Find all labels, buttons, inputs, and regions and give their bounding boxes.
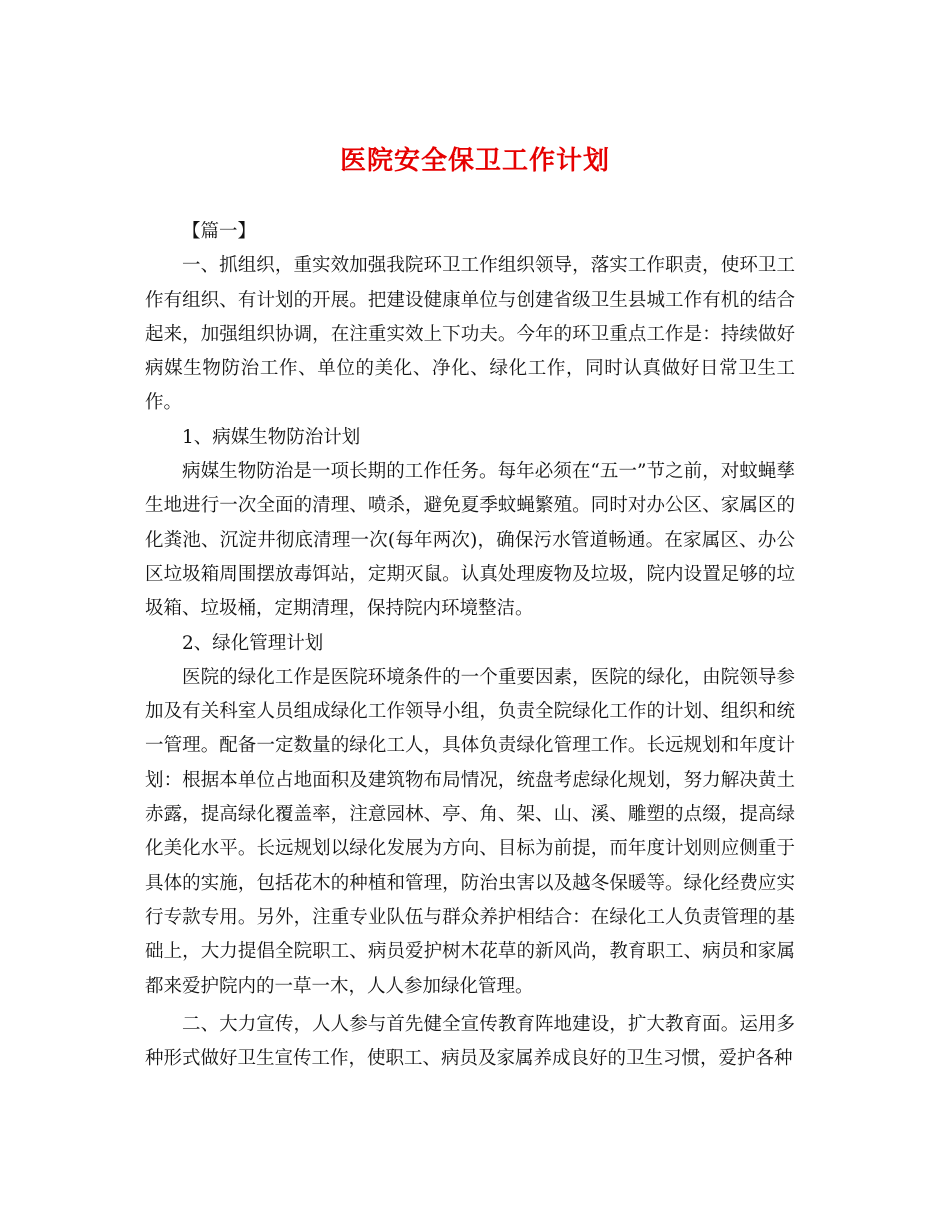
document-title: 医院安全保卫工作计划 xyxy=(339,146,610,176)
document-body xyxy=(145,215,795,1076)
subsection-heading: 2、绿化管理计划 xyxy=(182,632,324,654)
body-paragraph: 二、大力宣传，人人参与首先健全宣传教育阵地建设，扩大教育面。运用多种形式做好卫生宣传工作，使职工、病员及家属养成良好的卫生习惯，爱护各种 xyxy=(145,1013,795,1070)
subsection-heading: 1、病媒生物防治计划 xyxy=(182,426,361,448)
body-paragraph: 医院的绿化工作是医院环境条件的一个重要因素，医院的绿化，由院领导参加及有关科室人员组成绿化工作领导小组，负责全院绿化工作的计划、组织和统一管理。配备一定数量的绿化工人，具体负责绿化管理工作。长远规划和年度计划：根据本单位占地面积及建筑物布局情况，统盘考虑绿化规划，努力解决黄土赤露，提高绿化覆盖率，注意园林、亭、角、架、山、溪、雕塑的点缀，提高绿化美化水平。长远规划以绿化发展为方向、目标为前提，而年度计划则应侧重于具体的实施，包括花木的种植和管理，防治虫害以及越冬保暖等。绿化经费应实行专款专用。另外，注重专业队伍与群众养护相结合：在绿化工人负责管理的基础上，大力提倡全院职工、病员爱护树木花草的新风尚，教育职工、病员和家属都来爱护院内的一草一木，人人参加绿化管理。 xyxy=(145,666,795,997)
section-heading: 【篇一】 xyxy=(182,221,257,242)
body-paragraph: 一、抓组织，重实效加强我院环卫工作组织领导，落实工作职责，使环卫工作有组织、有计划的开展。把建设健康单位与创建省级卫生县城工作有机的结合起来，加强组织协调，在注重实效上下功夫。今年的环卫重点工作是：持续做好病媒生物防治工作、单位的美化、净化、绿化工作，同时认真做好日常卫生工作。 xyxy=(145,255,795,414)
body-paragraph: 病媒生物防治是一项长期的工作任务。每年必须在“五一”节之前，对蚊蝇孳生地进行一次全面的清理、喷杀，避免夏季蚊蝇繁殖。同时对办公区、家属区的化粪池、沉淀井彻底清理一次(每年两次)，确保污水管道畅通。在家属区、办公区垃圾箱周围摆放毒饵站，定期灭鼠。认真处理废物及垃圾，院内设置足够的垃圾箱、垃圾桶，定期清理，保持院内环境整洁。 xyxy=(145,461,795,620)
